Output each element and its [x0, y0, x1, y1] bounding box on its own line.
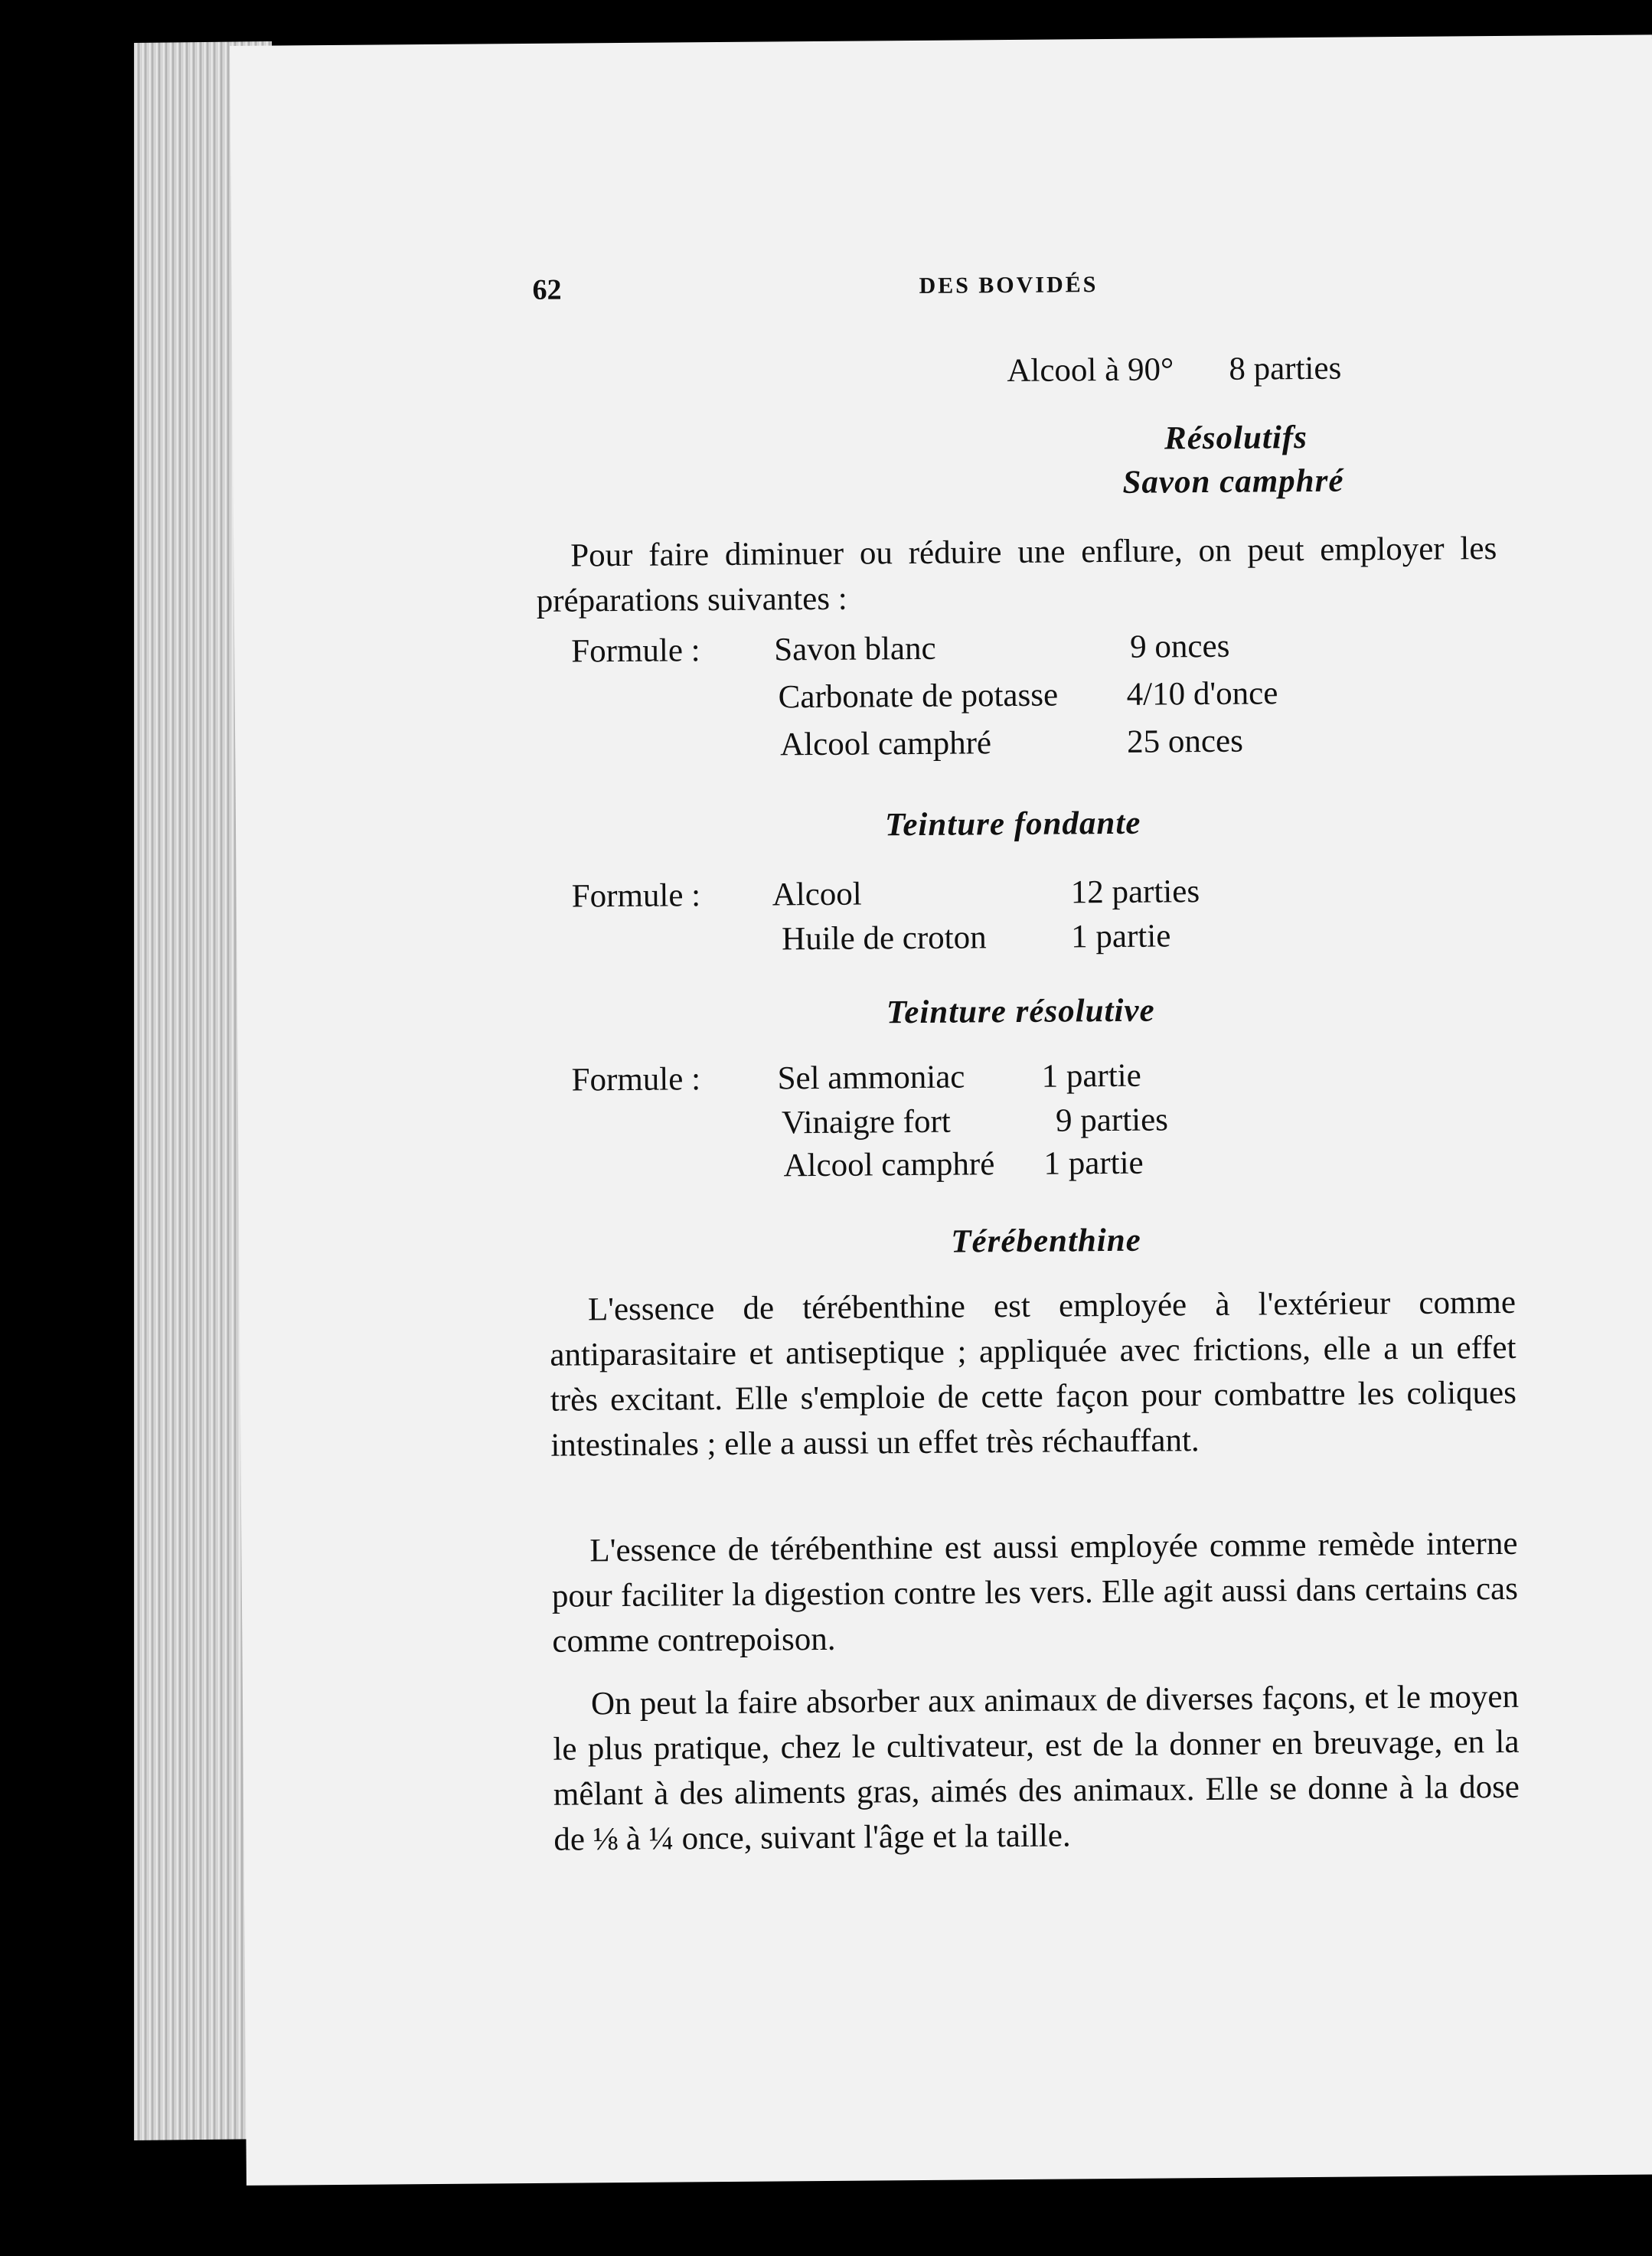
formula2-item-name: Alcool	[772, 876, 862, 913]
formula1-item-name: Savon blanc	[774, 630, 936, 668]
formula3-item-name: Vinaigre fort	[781, 1103, 951, 1141]
top-quantity: 8 parties	[1229, 350, 1342, 387]
formula-label-1: Formule :	[571, 632, 700, 670]
page-number: 62	[532, 273, 562, 306]
formula1-item-qty: 4/10 d'once	[1126, 675, 1278, 713]
book-page	[230, 34, 1652, 2186]
formula1-item-qty: 9 onces	[1130, 628, 1230, 665]
formula-label-3: Formule :	[571, 1061, 701, 1099]
section-heading-terebenthine: Térébenthine	[951, 1222, 1141, 1260]
section-subheading-savon-camphre: Savon camphré	[1122, 462, 1344, 501]
page-header	[532, 264, 1652, 319]
formula3-item-name: Alcool camphré	[783, 1146, 995, 1184]
formula2-item-name: Huile de croton	[782, 919, 987, 958]
section-heading-resolutifs: Résolutifs	[1164, 419, 1308, 457]
formula3-item-qty: 9 parties	[1055, 1102, 1169, 1139]
formula2-item-qty: 1 partie	[1070, 918, 1171, 955]
formula-label-2: Formule :	[571, 877, 701, 915]
section-heading-teinture-resolutive: Teinture résolutive	[886, 992, 1155, 1031]
formula1-item-name: Alcool camphré	[780, 725, 992, 763]
terebenthine-paragraph-3: On peut la faire absorber aux animaux de diverses façons, et le moyen le plus pratique, chez le cultivateur, est de la donner en breuvage, en la mêlant à des aliments gras, aimés des animaux. Elle se donne à la dose de ⅛ à ¼ once, suivant l'âge et la taille.	[553, 1678, 1520, 1858]
formula3-item-name: Sel ammoniac	[777, 1059, 965, 1097]
intro-paragraph: Pour faire diminuer ou réduire une enflure, on peut employer les préparations suivantes :	[536, 531, 1497, 619]
terebenthine-paragraph-2: L'essence de térébenthine est aussi employée comme remède interne pour faciliter la digestion contre les vers. Elle agit aussi dans certains cas comme contrepoison.	[551, 1525, 1519, 1660]
section-heading-teinture-fondante: Teinture fondante	[884, 805, 1141, 844]
terebenthine-paragraph-1: L'essence de térébenthine est employée à l'extérieur comme antiparasitaire et antiseptique ; appliquée avec frictions, elle a un effet très excitant. Elle s'emploie de cette façon pour combattre les coliques intestinales ; elle a aussi un effet très réchauffant.	[550, 1284, 1517, 1464]
top-ingredient: Alcool à 90°	[1007, 351, 1174, 390]
formula3-item-qty: 1 partie	[1043, 1144, 1144, 1182]
formula2-item-qty: 12 parties	[1070, 873, 1200, 911]
running-title: DES BOVIDÉS	[919, 272, 1099, 299]
formula1-item-name: Carbonate de potasse	[778, 677, 1059, 716]
formula1-item-qty: 25 onces	[1126, 723, 1244, 760]
formula3-item-qty: 1 partie	[1041, 1057, 1141, 1095]
